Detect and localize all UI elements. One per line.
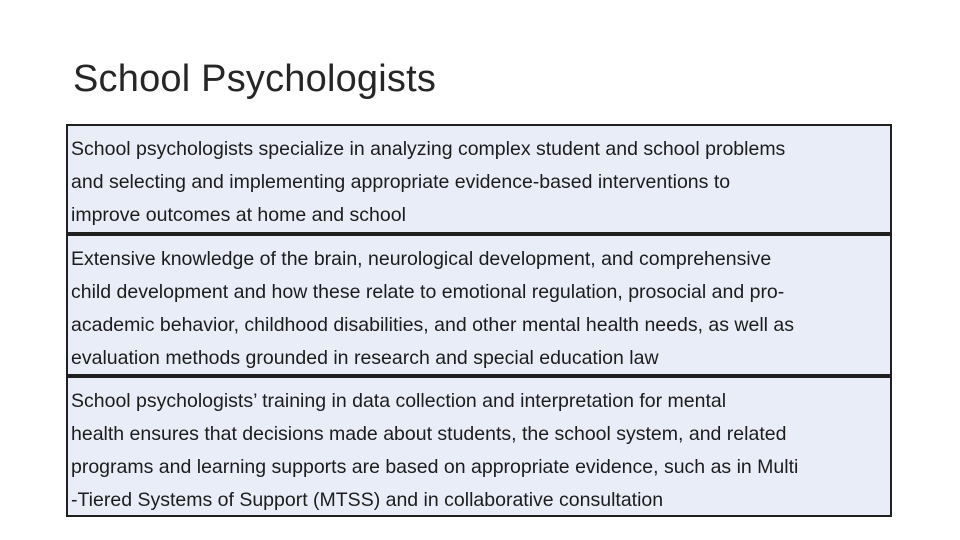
text-line: programs and learning supports are based on appropriate evidence, such as in Multi	[71, 456, 799, 478]
text-line: health ensures that decisions made about students, the school system, and related	[71, 423, 787, 445]
text-box-3	[66, 376, 892, 517]
slide-title: School Psychologists	[73, 58, 437, 100]
text-line: Extensive knowledge of the brain, neurological development, and comprehensive	[71, 248, 772, 270]
text-line: School psychologists’ training in data collection and interpretation for mental	[71, 390, 727, 412]
text-line: academic behavior, childhood disabilities, and other mental health needs, as well as	[71, 314, 795, 336]
text-line: evaluation methods grounded in research and special education law	[71, 347, 659, 369]
text-line: and selecting and implementing appropriate evidence-based interventions to	[71, 171, 731, 193]
text-line: -Tiered Systems of Support (MTSS) and in collaborative consultation	[71, 489, 664, 511]
text-box-1	[66, 124, 892, 234]
text-line: School psychologists specialize in analyzing complex student and school problems	[71, 138, 786, 160]
text-line: child development and how these relate to emotional regulation, prosocial and pro-	[71, 281, 785, 303]
text-line: improve outcomes at home and school	[71, 204, 406, 226]
text-box-2	[66, 234, 892, 376]
